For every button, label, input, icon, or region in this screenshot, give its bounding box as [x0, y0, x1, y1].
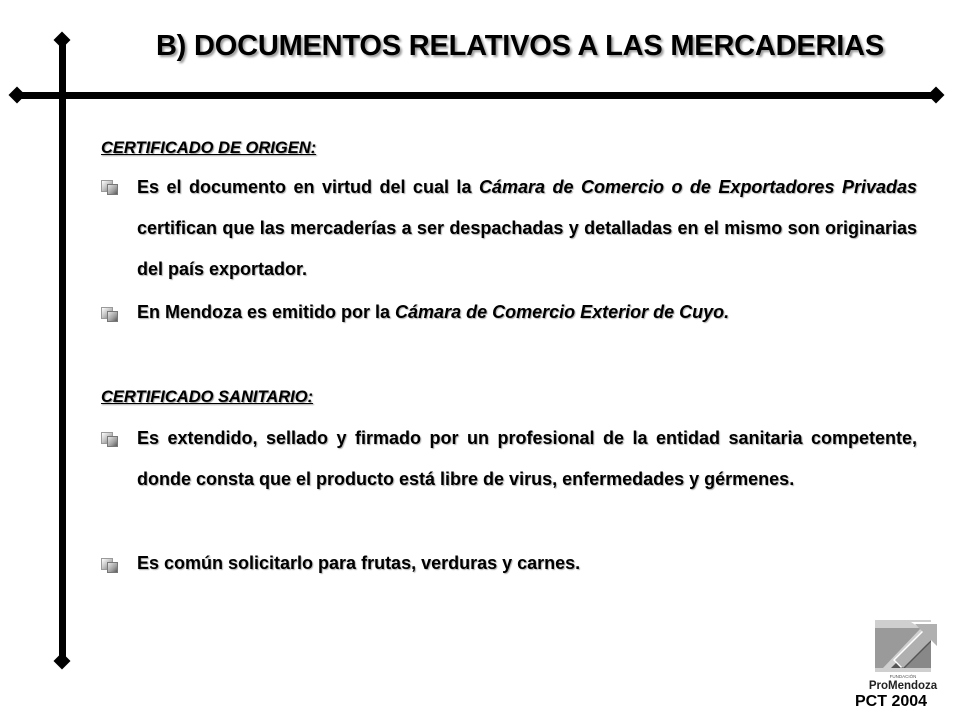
heading-certificado-sanitario: CERTIFICADO SANITARIO:	[101, 388, 314, 406]
slide-title: B) DOCUMENTOS RELATIVOS A LAS MERCADERIAS	[155, 30, 885, 62]
frame-diamond-bottom	[54, 653, 71, 670]
bullet-icon	[101, 305, 119, 321]
heading-certificado-origen: CERTIFICADO DE ORIGEN:	[101, 139, 317, 157]
promendoza-logo	[861, 618, 945, 692]
logo-name: ProMendoza	[868, 680, 938, 692]
frame-diamond-top	[54, 32, 71, 49]
paragraph-sanitario-definition: Es extendido, sellado y firmado por un profesional de la entidad sanitaria competente, donde consta que el producto está libre de virus, enfermedades y gérmenes.	[137, 428, 917, 489]
frame-horizontal-line	[14, 92, 940, 99]
bullet-icon	[101, 178, 119, 194]
paragraph-sanitario-uso: Es común solicitarlo para frutas, verduras y carnes.	[137, 553, 581, 573]
paragraph-origen-mendoza: En Mendoza es emitido por la Cámara de Comercio Exterior de Cuyo.	[137, 302, 730, 322]
frame-vertical-line	[59, 40, 66, 662]
bullet-icon	[101, 430, 119, 446]
paragraph-origen-definition: Es el documento en virtud del cual la Cámara de Comercio o de Exportadores Privadas certifican que las mercaderías a ser despachadas y detalladas en el mismo son originarias del país exportador.	[137, 177, 917, 279]
bullet-icon	[101, 556, 119, 572]
frame-diamond-right	[928, 87, 945, 104]
logo-tagline: FUNDACIÓN	[889, 674, 917, 679]
frame-diamond-left	[9, 87, 26, 104]
footer-label: PCT 2004	[855, 693, 928, 710]
